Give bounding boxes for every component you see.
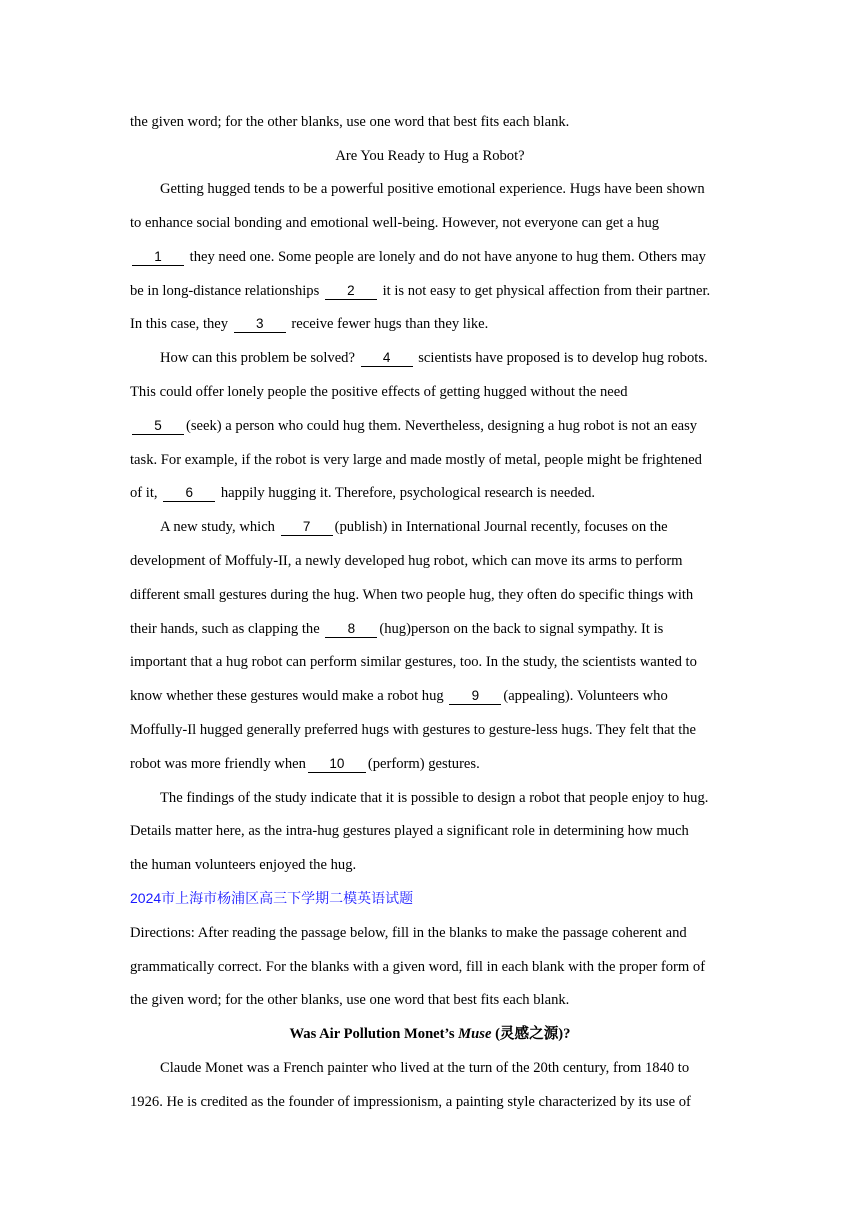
paragraph-line: Claude Monet was a French painter who lived at the turn of the 20th century, from 1840 to	[160, 1060, 690, 1076]
blank-5[interactable]: 5	[132, 417, 184, 435]
paragraph-line: The findings of the study indicate that it is possible to design a robot that people enjoy to hug.	[160, 790, 709, 806]
blank-3[interactable]: 3	[234, 315, 286, 333]
paragraph-line: Getting hugged tends to be a powerful positive emotional experience. Hugs have been shown	[160, 181, 705, 197]
paragraph-line: 1 they need one. Some people are lonely and do not have anyone to hug them. Others may	[130, 246, 706, 268]
paragraph-line: In this case, they 3 receive fewer hugs than they like.	[130, 316, 489, 332]
directions-line: grammatically correct. For the blanks with a given word, fill in each blank with the proper form of	[130, 959, 706, 975]
blank-1[interactable]: 1	[132, 248, 184, 266]
paragraph-line: development of Moffuly-II, a newly developed hug robot, which can move its arms to perform	[130, 553, 683, 569]
blank-2[interactable]: 2	[325, 282, 377, 300]
paragraph-line: their hands, such as clapping the 8 (hug)person on the back to signal sympathy. It is	[130, 621, 664, 637]
paragraph-line: Details matter here, as the intra-hug gestures played a significant role in determining how much	[130, 823, 689, 839]
paragraph-line: 1926. He is credited as the founder of impressionism, a painting style characterized by its use of	[130, 1094, 691, 1110]
paragraph-line: A new study, which 7 (publish) in International Journal recently, focuses on the	[160, 519, 668, 535]
paragraph-line: be in long-distance relationships 2 it is not easy to get physical affection from their partner.	[130, 283, 711, 299]
blank-9[interactable]: 9	[449, 687, 501, 705]
blank-8[interactable]: 8	[325, 620, 377, 638]
directions-line: the given word; for the other blanks, use one word that best fits each blank.	[130, 992, 570, 1008]
exam-heading-link[interactable]: 2024市上海市杨浦区高三下学期二模英语试题	[130, 890, 414, 906]
paragraph-line: of it, 6 happily hugging it. Therefore, psychological research is needed.	[130, 485, 596, 501]
directions-line: Directions: After reading the passage below, fill in the blanks to make the passage coherent and	[130, 925, 687, 941]
paragraph-line: robot was more friendly when 10 (perform) gestures.	[130, 756, 480, 772]
passage-title: Was Air Pollution Monet’s Muse (灵感之源)?	[289, 1026, 571, 1042]
passage-title: Are You Ready to Hug a Robot?	[335, 148, 525, 164]
paragraph-line: This could offer lonely people the positive effects of getting hugged without the need	[130, 384, 628, 400]
blank-10[interactable]: 10	[308, 755, 366, 773]
paragraph-line: How can this problem be solved? 4 scientists have proposed is to develop hug robots.	[160, 350, 708, 366]
paragraph-line: know whether these gestures would make a robot hug 9 (appealing). Volunteers who	[130, 688, 668, 704]
blank-7[interactable]: 7	[281, 518, 333, 536]
blank-6[interactable]: 6	[163, 484, 215, 502]
paragraph-line: 5 (seek) a person who could hug them. Nevertheless, designing a hug robot is not an easy	[130, 415, 697, 437]
paragraph-line: Moffully-Il hugged generally preferred hugs with gestures to gesture-less hugs. They felt that the	[130, 722, 697, 738]
paragraph-line: different small gestures during the hug. When two people hug, they often do specific things with	[130, 587, 694, 603]
paragraph-line: important that a hug robot can perform similar gestures, too. In the study, the scientists wanted to	[130, 654, 697, 670]
paragraph-line: the human volunteers enjoyed the hug.	[130, 857, 357, 873]
paragraph-line: to enhance social bonding and emotional well-being. However, not everyone can get a hug	[130, 215, 660, 231]
directions-tail: the given word; for the other blanks, use one word that best fits each blank.	[130, 114, 570, 130]
paragraph-line: task. For example, if the robot is very large and made mostly of metal, people might be frightened	[130, 452, 702, 468]
blank-4[interactable]: 4	[361, 349, 413, 367]
